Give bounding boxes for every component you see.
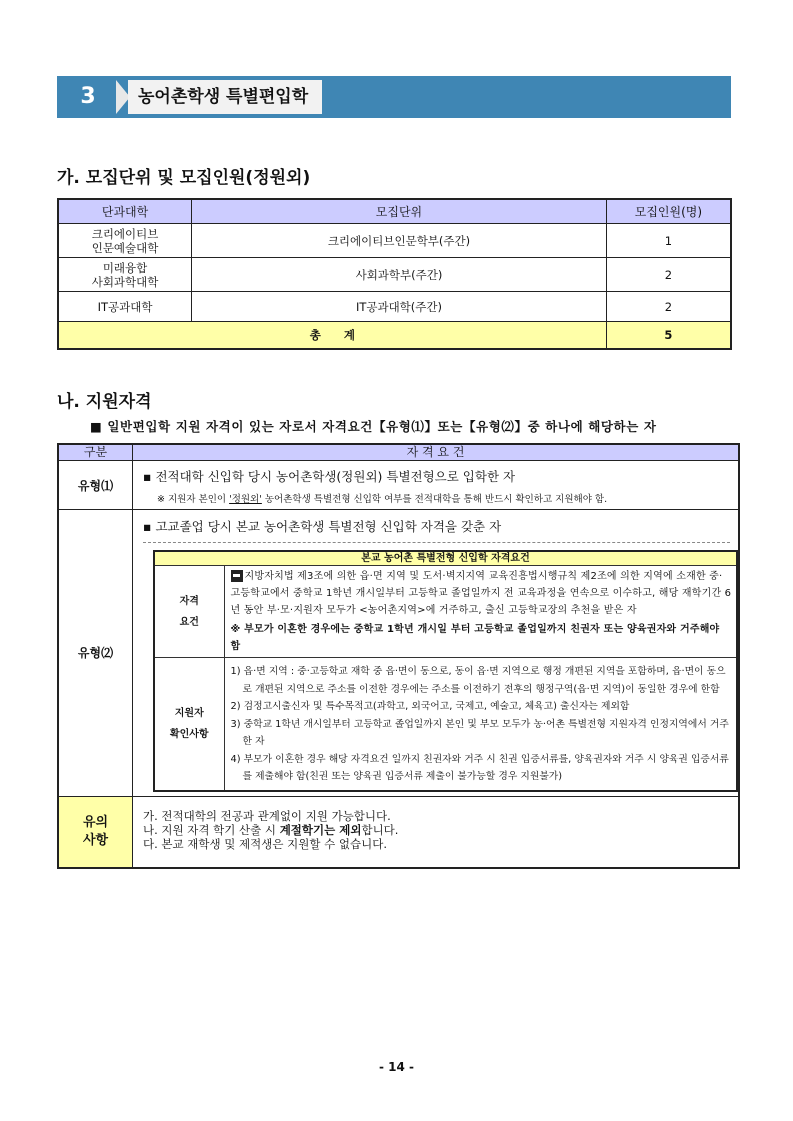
note-line: 나. 지원 자격 학기 산출 시 계절학기는 제외합니다. (143, 822, 399, 837)
criteria-note: ※ 부모가 이혼한 경우에는 중학교 1학년 개시일 부터 고등학교 졸업일까지 친권자 또는 양육권자와 거주해야 함 (230, 624, 720, 652)
col-header-requirements: 자 격 요 건 (133, 444, 740, 461)
type1-note: ※ 지원자 본인이 '정원외' 농어촌학생 특별전형 신입학 여부를 전적대학을 통해 반드시 확인하고 지원해야 함. (157, 494, 608, 505)
page-number: - 14 - (378, 1060, 414, 1074)
cell-count: 1 (606, 224, 731, 258)
cell-unit: IT공과대학(주간) (192, 292, 607, 322)
criteria-label: 자격 요건 (154, 566, 224, 658)
checklist-item: 4) 부모가 이혼한 경우 해당 자격요건 일까지 친권자와 거주 시 친권 입증서류를, 양육권자와 거주 시 양육권 입증서류를 제출해야 함(친권 또는 양육권 입증서류 제출이 불가능할 경우 지원불가) (230, 753, 729, 782)
admission-criteria-table (153, 550, 738, 792)
checklist-label: 지원자 확인사항 (154, 658, 224, 791)
col-header-unit: 모집단위 (192, 199, 607, 224)
col-header-college: 단과대학 (58, 199, 192, 224)
notes-content (133, 796, 740, 868)
type2-content (133, 510, 740, 797)
cell-unit: 크리에이티브인문학부(주간) (192, 224, 607, 258)
type1-label: 유형⑴ (58, 461, 133, 510)
heading-eligibility: 나. 지원자격 (57, 392, 152, 412)
type2-label: 유형⑵ (58, 510, 133, 797)
checklist-item: 1) 읍·면 지역 : 중·고등학교 재학 중 읍·면이 동으로, 동이 읍·면 지역으로 행정 개편된 지역을 포함하며, 읍·면이 동으로 개편된 지역으로 주소를 이전한 경우에는 주소를 이전하기 전후의 행정구역(읍·면 지역)이 동일한 경우에 한함 (230, 666, 726, 695)
section-title: 농어촌학생 특별편입학 (128, 80, 322, 114)
cell-count: 2 (606, 292, 731, 322)
checkbox-icon (231, 570, 243, 582)
checklist-item: 3) 중학교 1학년 개시일부터 고등학교 졸업일까지 본인 및 부모 모두가 농·어촌 특별전형 지원자격 인정지역에서 거주한 자 (230, 718, 729, 747)
total-value: 5 (606, 322, 731, 350)
col-header-type: 구분 (58, 444, 133, 461)
cell-college: 미래융합 사회과학대학 (58, 258, 192, 292)
type1-content (133, 461, 740, 510)
cell-unit: 사회과학부(주간) (192, 258, 607, 292)
cell-college: 크리에이티브 인문예술대학 (58, 224, 192, 258)
type2-bullet: ▪ 고교졸업 당시 본교 농어촌학생 특별전형 신입학 자격을 갖춘 자 (143, 519, 502, 534)
recruitment-table (57, 198, 732, 350)
cell-college: IT공과대학 (58, 292, 192, 322)
note-line: 가. 전적대학의 전공과 관계없이 지원 가능합니다. (143, 808, 391, 823)
eligibility-table (57, 443, 740, 869)
eligibility-subtitle: ■ 일반편입학 지원 자격이 있는 자로서 자격요건【유형⑴】또는【유형⑵】중 하나에 해당하는 자 (90, 419, 657, 434)
checklist (224, 658, 737, 791)
notes-label: 유의 사항 (58, 796, 133, 868)
criteria-text: 지방자치법 제3조에 의한 읍·면 지역 및 도서·벽지지역 교육진흥법시행규칙 제2조에 의한 지역에 소재한 중·고등학교에서 중학교 1학년 개시일부터 고등학교 졸업일까지 전 교육과정을 연속으로 이수하고, 해당 재학기간 6년 동안 부·모·지원자 모두가 <농어촌지역>에 거주하고, 출신 고등학교장의 추천을 받은 자 ※ 부모가 이혼한 경우에는 중학교 1학년 개시일 부터 고등학교 졸업일까지 친권자 또는 양육권자와 거주해야 함 (224, 566, 737, 658)
total-label: 총 계 (58, 322, 606, 350)
section-number: 3 (80, 84, 96, 109)
criteria-title: 본교 농어촌 특별전형 신입학 자격요건 (154, 551, 737, 566)
checklist-item: 2) 검정고시출신자 및 특수목적고(과학고, 외국어고, 국제고, 예술고, 체육고) 출신자는 제외함 (230, 701, 630, 712)
col-header-count: 모집인원(명) (606, 199, 731, 224)
cell-count: 2 (606, 258, 731, 292)
type1-bullet: ▪ 전적대학 신입학 당시 농어촌학생(정원외) 특별전형으로 입학한 자 (143, 469, 516, 484)
heading-recruitment: 가. 모집단위 및 모집인원(정원외) (57, 168, 311, 188)
note-line: 다. 본교 재학생 및 제적생은 지원할 수 없습니다. (143, 836, 387, 851)
